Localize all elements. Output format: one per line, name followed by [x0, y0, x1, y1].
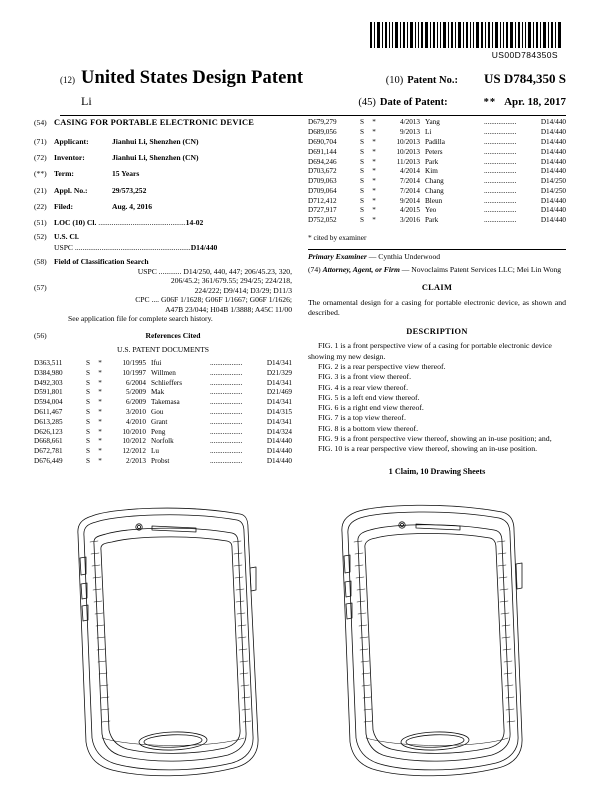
ref-star: * [98, 427, 102, 436]
ref-kind: S [86, 378, 90, 387]
ref-name: Schlieffers [151, 378, 183, 387]
field-72-label: Inventor: [54, 152, 85, 162]
reference-table-right [308, 118, 566, 226]
ref-date: 11/2013 [396, 157, 420, 166]
description-heading: DESCRIPTION [406, 326, 468, 336]
figure-description-8: FIG. 8 is a bottom view thereof. [318, 423, 419, 433]
ref-date: 4/2014 [400, 167, 420, 176]
ref-patent-no: D591,801 [34, 388, 63, 397]
ref-class: D14/341 [266, 417, 292, 426]
ref-name: Li [425, 128, 432, 137]
ref-patent-no: D363,511 [34, 359, 63, 368]
ref-star: * [98, 359, 102, 368]
table-row: D591,801 S * 5/2009 Mak .................. D21/469 [34, 388, 292, 397]
ref-name: Norfolk [151, 437, 174, 446]
inventor-last-name: Li [81, 94, 92, 108]
field-21-num: (21) [34, 185, 47, 195]
field-58-note: See application file for complete search history. [68, 314, 213, 324]
table-row: D690,704 S * 10/2013 Padilla .................. D14/440 [308, 137, 566, 146]
field-72 [34, 153, 292, 162]
ref-name: Grant [151, 417, 168, 426]
table-row: D613,285 S * 4/2010 Grant .................. D14/341 [34, 417, 292, 426]
primary-examiner [308, 252, 566, 261]
ref-date: 6/2009 [126, 398, 146, 407]
code-12: (12) [60, 75, 75, 85]
field-21-label: Appl. No.: [54, 185, 88, 195]
ref-date: 7/2014 [400, 177, 420, 186]
casing-drawing [34, 498, 566, 788]
ref-star: * [372, 216, 376, 225]
ref-class: D14/440 [540, 147, 566, 156]
ref-patent-no: D384,980 [34, 368, 63, 377]
field-term-num: (**) [34, 169, 47, 179]
field-58-line-3: CPC .... G06F 1/1628; G06F 1/1667; G06F 1/1626; [135, 295, 292, 305]
table-row: D384,980 S * 10/1997 Willmen .................. D21/329 [34, 368, 292, 377]
ref-class: D14/440 [540, 137, 566, 146]
table-row: D691,144 S * 10/2013 Peters .................. D14/440 [308, 147, 566, 156]
ref-star: * [98, 398, 102, 407]
ref-patent-no: D712,412 [308, 196, 337, 205]
ref-patent-no: D691,144 [308, 147, 337, 156]
field-56-label: References Cited [145, 330, 201, 340]
ref-class: D14/440 [540, 157, 566, 166]
ref-star: * [98, 368, 102, 377]
field-54 [34, 118, 292, 129]
ref-patent-no: D611,467 [34, 408, 63, 417]
date-label: Date of Patent: [379, 97, 448, 108]
ref-kind: S [360, 137, 364, 146]
ref-class: D14/440 [540, 118, 566, 127]
ref-kind: S [360, 118, 364, 127]
ref-kind: S [360, 216, 364, 225]
ref-class: D14/440 [266, 456, 292, 465]
ref-kind: S [86, 437, 90, 446]
ref-class: D14/341 [266, 378, 292, 387]
table-row: D626,123 S * 10/2010 Peng .................. D14/324 [34, 427, 292, 436]
table-row: D727,917 S * 4/2015 Yeo .................. D14/440 [308, 206, 566, 215]
ref-date: 10/2013 [396, 147, 420, 156]
ref-class: D14/440 [540, 128, 566, 137]
ref-class: D14/440 [540, 206, 566, 215]
ref-date: 10/2012 [122, 437, 146, 446]
table-row: D679,279 S * 4/2013 Yang .................. D14/440 [308, 118, 566, 127]
ref-patent-no: D689,056 [308, 128, 337, 137]
ref-class: D14/324 [266, 427, 292, 436]
ref-class: D14/341 [266, 359, 292, 368]
field-52 [34, 232, 292, 252]
ref-kind: S [360, 206, 364, 215]
ref-star: * [372, 196, 376, 205]
ref-class: D21/469 [266, 388, 292, 397]
ref-class: D14/440 [266, 447, 292, 456]
ref-name: Yang [425, 118, 440, 127]
field-58-line-4: A47B 23/044; H04B 1/3888; A45C 11/00 [165, 304, 292, 314]
ref-star: * [98, 437, 102, 446]
field-58-line-0: USPC ............ D14/250, 440, 447; 206/45.23, 320, [137, 266, 292, 276]
attorney-line [308, 265, 566, 275]
ref-date: 3/2016 [400, 216, 420, 225]
field-71-label: Applicant: [54, 136, 89, 146]
table-row: D689,056 S * 9/2013 Li .................. D14/440 [308, 128, 566, 137]
field-21-value: 29/573,252 [112, 185, 147, 195]
ref-star: * [98, 388, 102, 397]
ref-star: * [98, 417, 102, 426]
ref-patent-no: D709,063 [308, 177, 337, 186]
date-stars: ** [483, 97, 497, 108]
field-51-num: (51) [34, 217, 47, 227]
ref-patent-no: D752,052 [308, 216, 337, 225]
figure-description-5: FIG. 5 is a left end view thereof. [318, 392, 420, 402]
field-56-num: (56) [34, 330, 47, 340]
table-row: D672,781 S * 12/2012 Lu .................. D14/440 [34, 447, 292, 456]
ref-kind: S [86, 398, 90, 407]
ref-kind: S [360, 167, 364, 176]
header-rule [60, 115, 566, 116]
field-52-sublabel: USPC [54, 242, 73, 252]
ref-date: 3/2010 [126, 408, 146, 417]
figure-description-2: FIG. 2 is a rear perspective view thereof. [318, 362, 446, 371]
ref-name: Probst [151, 456, 170, 465]
patent-no-code: (10) [385, 75, 404, 86]
ref-patent-no: D613,285 [34, 417, 63, 426]
ref-kind: S [86, 368, 90, 377]
field-51-value: 14-02 [185, 217, 204, 227]
ref-star: * [98, 456, 102, 465]
ref-kind: S [86, 447, 90, 456]
ref-class: D21/329 [266, 368, 292, 377]
ref-kind: S [86, 408, 90, 417]
ref-name: Park [425, 216, 439, 225]
ref-patent-no: D727,917 [308, 206, 337, 215]
ref-star: * [372, 118, 376, 127]
field-72-num: (72) [34, 152, 47, 162]
ref-name: Chang [425, 177, 444, 186]
ref-date: 4/2015 [400, 206, 420, 215]
two-column-body [34, 118, 566, 477]
ref-name: Mak [151, 388, 165, 397]
claim-num: (57) [34, 283, 47, 293]
field-56 [34, 331, 292, 340]
field-52-label: U.S. Cl. [54, 232, 79, 242]
table-row: D709,063 S * 7/2014 Chang .................. D14/250 [308, 177, 566, 186]
patent-header [60, 68, 566, 116]
ref-date: 2/2013 [126, 456, 146, 465]
field-22-label: Filed: [54, 202, 73, 212]
field-22-num: (22) [34, 202, 47, 212]
ref-patent-no: D676,449 [34, 456, 63, 465]
table-row: D709,064 S * 7/2014 Chang .................. D14/250 [308, 186, 566, 195]
ref-date: 9/2013 [400, 128, 420, 137]
table-row: D594,004 S * 6/2009 Takemasa .................. D14/341 [34, 398, 292, 407]
figure-description-10: FIG. 10 is a rear perspective view thereof, showing an in-use position. [318, 444, 538, 454]
field-22 [34, 202, 292, 211]
ref-star: * [98, 378, 102, 387]
ref-date: 6/2004 [126, 378, 146, 387]
ref-date: 10/1995 [122, 359, 146, 368]
ref-kind: S [360, 177, 364, 186]
figure-description-3: FIG. 3 is a front view thereof. [318, 372, 412, 382]
ref-date: 4/2013 [400, 118, 420, 127]
ref-kind: S [360, 186, 364, 195]
ref-kind: S [86, 359, 90, 368]
ref-star: * [372, 137, 376, 146]
ref-star: * [372, 128, 376, 137]
field-72-value: Jianhui Li, Shenzhen (CN) [112, 152, 199, 162]
field-58-line-1: 206/45.2; 361/679.55; 294/25; 224/218, [170, 276, 292, 286]
field-term-value: 15 Years [112, 169, 140, 179]
ref-date: 7/2014 [400, 186, 420, 195]
ref-class: D14/440 [266, 437, 292, 446]
ref-name: Peng [151, 427, 166, 436]
figure-description-9: FIG. 9 is a front perspective view thereof, showing an in-use position; and, [318, 433, 552, 443]
us-patent-documents-head: U.S. PATENT DOCUMENTS [117, 345, 209, 355]
field-term-label: Term: [54, 169, 74, 179]
patent-no-label: Patent No.: [407, 75, 458, 86]
ref-kind: S [360, 128, 364, 137]
attorney-num: (74) [308, 265, 321, 275]
field-51-dots: .............................................. [96, 217, 186, 227]
examiner-rule [308, 249, 566, 250]
field-52-num: (52) [34, 232, 47, 242]
ref-name: Padilla [425, 137, 445, 146]
table-row: D668,661 S * 10/2012 Norfolk .................. D14/440 [34, 437, 292, 446]
figure-description-4: FIG. 4 is a rear view thereof. [318, 382, 409, 392]
primary-examiner-value: — Cynthia Underwood [366, 251, 441, 261]
ref-date: 10/1997 [122, 368, 146, 377]
barcode-block [364, 22, 564, 60]
field-term [34, 169, 292, 178]
ref-kind: S [360, 157, 364, 166]
table-row: D611,467 S * 3/2010 Gou .................. D14/315 [34, 408, 292, 417]
claim-heading: CLAIM [421, 283, 453, 293]
ref-date: 4/2010 [126, 417, 146, 426]
ref-patent-no: D492,303 [34, 378, 63, 387]
field-21 [34, 186, 292, 195]
ref-class: D14/250 [540, 186, 566, 195]
field-54-title: CASING FOR PORTABLE ELECTRONIC DEVICE [54, 118, 255, 127]
ref-patent-no: D679,279 [308, 118, 337, 127]
ref-date: 9/2014 [400, 196, 420, 205]
ref-star: * [98, 408, 102, 417]
field-51-label: LOC (10) Cl. [54, 217, 97, 227]
table-row: D694,246 S * 11/2013 Park .................. D14/440 [308, 157, 566, 166]
field-58-line-2: 224/222; D9/414; D3/29; D11/3 [194, 285, 292, 295]
ref-patent-no: D626,123 [34, 427, 63, 436]
ref-class: D14/315 [266, 408, 292, 417]
ref-class: D14/341 [266, 398, 292, 407]
ref-kind: S [86, 427, 90, 436]
field-52-value: D14/440 [190, 242, 218, 252]
ref-star: * [372, 147, 376, 156]
field-71-value: Jianhui Li, Shenzhen (CN) [112, 136, 199, 146]
field-71-num: (71) [34, 136, 47, 146]
ref-name: Gou [151, 408, 164, 417]
attorney-label: Attorney, Agent, or Firm [322, 265, 400, 275]
ref-patent-no: D668,661 [34, 437, 63, 446]
ref-star: * [372, 157, 376, 166]
ref-star: * [372, 186, 376, 195]
table-row: D492,303 S * 6/2004 Schlieffers .................. D14/341 [34, 378, 292, 387]
ref-star: * [98, 447, 102, 456]
barcode-image [368, 22, 564, 48]
primary-examiner-label: Primary Examiner [308, 251, 367, 261]
drawing-area [34, 498, 566, 788]
date-code: (45) [358, 97, 376, 108]
table-row: D363,511 S * 10/1995 Ifui .................. D14/341 [34, 359, 292, 368]
field-71 [34, 137, 292, 146]
ref-name: Bleun [425, 196, 443, 205]
field-58 [34, 257, 292, 323]
ref-name: Chang [425, 186, 444, 195]
figure-description-1: FIG. 1 is a front perspective view of a casing for portable electronic device showing my new design. [308, 341, 552, 361]
ref-name: Park [425, 157, 439, 166]
ref-name: Peters [425, 147, 443, 156]
ref-name: Willmen [151, 368, 176, 377]
table-row: D752,052 S * 3/2016 Park .................. D14/440 [308, 216, 566, 225]
table-row: D676,449 S * 2/2013 Probst .................. D14/440 [34, 456, 292, 465]
ref-class: D14/440 [540, 216, 566, 225]
page-title: United States Design Patent [81, 68, 304, 88]
cited-by-examiner-note: * cited by examiner [308, 232, 367, 242]
field-58-num: (58) [34, 257, 47, 267]
ref-date: 5/2009 [126, 388, 146, 397]
ref-star: * [372, 177, 376, 186]
table-row: D703,672 S * 4/2014 Kim .................. D14/440 [308, 167, 566, 176]
ref-name: Takemasa [151, 398, 180, 407]
ref-kind: S [86, 388, 90, 397]
ref-class: D14/250 [540, 177, 566, 186]
ref-class: D14/440 [540, 196, 566, 205]
ref-date: 10/2010 [122, 427, 146, 436]
claim-sheets-line: 1 Claim, 10 Drawing Sheets [388, 466, 486, 476]
ref-date: 10/2013 [396, 137, 420, 146]
field-54-num: (54) [34, 118, 47, 127]
field-52-dots: ............................................................. [73, 242, 191, 252]
ref-name: Yeo [425, 206, 437, 215]
ref-star: * [372, 206, 376, 215]
ref-name: Ifui [151, 359, 162, 368]
field-58-label: Field of Classification Search [54, 257, 149, 267]
attorney-value: — Novoclaims Patent Services LLC; Mei Lin Wong [399, 265, 562, 275]
ref-kind: S [86, 417, 90, 426]
claim-text: The ornamental design for a casing for portable electronic device, as shown and described. [308, 297, 566, 317]
ref-class: D14/440 [540, 167, 566, 176]
ref-patent-no: D703,672 [308, 167, 337, 176]
ref-star: * [372, 167, 376, 176]
ref-patent-no: D690,704 [308, 137, 337, 146]
patent-no-value: US D784,350 S [484, 71, 566, 86]
table-row: D712,412 S * 9/2014 Bleun .................. D14/440 [308, 196, 566, 205]
barcode-number: US00D784350S [491, 50, 558, 60]
ref-patent-no: D709,064 [308, 186, 337, 195]
date-value: Apr. 18, 2017 [504, 96, 566, 108]
figure-description-6: FIG. 6 is a right end view thereof. [318, 403, 424, 413]
left-column [34, 118, 292, 477]
field-22-value: Aug. 4, 2016 [112, 202, 153, 212]
ref-kind: S [86, 456, 90, 465]
ref-patent-no: D694,246 [308, 157, 337, 166]
ref-patent-no: D594,004 [34, 398, 63, 407]
figure-description-7: FIG. 7 is a top view thereof. [318, 413, 406, 423]
ref-kind: S [360, 147, 364, 156]
reference-table-left [34, 359, 292, 467]
ref-name: Lu [151, 447, 159, 456]
ref-patent-no: D672,781 [34, 447, 63, 456]
field-51 [34, 218, 292, 227]
ref-date: 12/2012 [122, 447, 146, 456]
ref-name: Kim [425, 167, 438, 176]
ref-kind: S [360, 196, 364, 205]
